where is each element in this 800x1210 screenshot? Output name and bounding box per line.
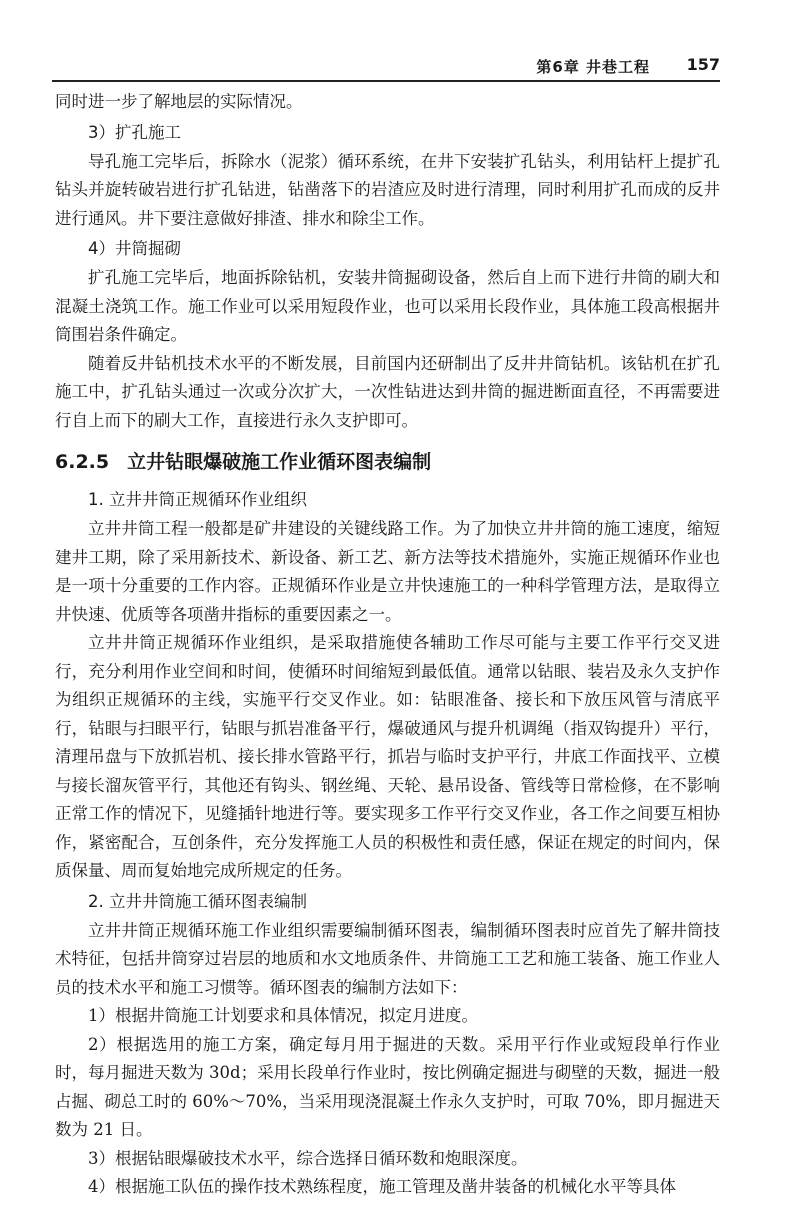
paragraph-organization-1: 立井井筒工程一般都是矿井建设的关键线路工作。为了加快立井井筒的施工速度，缩短建井工期，除了采用新技术、新设备、新工艺、新方法等技术措施外，实施正规循环作业也是一项十分重要的工作内容。正规循环作业是立井快速施工的一种科学管理方法，是取得立井快速、优质等各项凿井指标的重要因素之一。 (55, 519, 720, 624)
paragraph-raise-borer: 随着反井钻机技术水平的不断发展，目前国内还研制出了反井井筒钻机。该钻机在扩孔施工中，扩孔钻头通过一次或分次扩大，一次性钻进达到井筒的掘进断面直径，不再需要进行自上而下的刷大工作，直接进行永久支护即可。 (55, 353, 720, 430)
paragraph-organization-2: 立井井筒正规循环作业组织，是采取措施使各辅助工作尽可能与主要工作平行交叉进行，充分利用作业空间和时间，使循环时间缩短到最低值。通常以钻眼、装岩及永久支护作为组织正规循环的主线，实施平行交叉作业。如：钻眼准备、接长和下放压风管与清底平行，钻眼与扫眼平行，钻眼与抓岩准备平行，爆破通风与提升机调绳（指双钩提升）平行，清理吊盘与下放抓岩机、接长排水管路平行，抓岩与临时支护平行，井底工作面找平、立模与接长溜灰管平行，其他还有钩头、钢丝绳、天轮、悬吊设备、管线等日常检修，在不影响正常工作的情况下，见缝插针地进行等。要实现多工作平行交叉作业，各工作之间要互相协作，紧密配合，互创条件，充分发挥施工人员的积极性和责任感，保证在规定的时间内，保质保量、周而复始地完成所规定的任务。 (55, 633, 720, 880)
paragraph-lining: 扩孔施工完毕后，地面拆除钻机，安装井筒掘砌设备，然后自上而下进行井筒的刷大和混凝土浇筑工作。施工作业可以采用短段作业，也可以采用长段作业，具体施工段高根据井筒围岩条件确定。 (55, 268, 720, 344)
page-number: 157 (686, 55, 720, 74)
list-step-3: 3）根据钻眼爆破技术水平，综合选择日循环数和炮眼深度。 (88, 1148, 528, 1168)
page-body (55, 88, 720, 1202)
paragraph-cycle-chart: 立井井筒正规循环施工作业组织需要编制循环图表，编制循环图表时应首先了解井筒技术特征，包括井筒穿过岩层的地质和水文地质条件、井筒施工工艺和施工装备、施工作业人员的技术水平和施工习惯等。循环图表的编制方法如下： (55, 920, 720, 997)
section-number: 6.2.5 (55, 451, 110, 473)
subheading-organization: 1. 立井井筒正规循环作业组织 (88, 490, 307, 509)
paragraph-continuation: 同时进一步了解地层的实际情况。 (55, 92, 303, 111)
subheading-ream: 3）扩孔施工 (88, 122, 181, 142)
list-step-1: 1）根据井筒施工计划要求和具体情况，拟定月进度。 (88, 1006, 478, 1025)
list-step-2: 2）根据选用的施工方案，确定每月用于掘进的天数。采用平行作业或短段单行作业时，每月掘进天数为 30d；采用长段单行作业时，按比例确定掘进与砌壁的天数，掘进一般占掘、砌总工时的 60%～70%，当采用现浇混凝土作永久支护时，可取 70%，即月掘进天数为 21 日。 (55, 1034, 721, 1139)
subheading-lining: 4）井筒掘砌 (88, 239, 181, 258)
list-step-4: 4）根据施工队伍的操作技术熟练程度，施工管理及凿井装备的机械化水平等具体 (88, 1177, 676, 1196)
chapter-title: 第6章 井巷工程 (536, 58, 650, 76)
section-title: 立井钻眼爆破施工作业循环图表编制 (127, 451, 432, 473)
subheading-cycle-chart: 2. 立井井筒施工循环图表编制 (88, 891, 307, 911)
running-header (52, 44, 720, 82)
section-heading (55, 445, 720, 479)
paragraph-ream: 导孔施工完毕后，拆除水（泥浆）循环系统，在井下安装扩孔钻头，利用钻杆上提扩孔钻头并旋转破岩进行扩孔钻进，钻凿落下的岩渣应及时进行清理，同时利用扩孔而成的反井进行通风。井下要注意做好排渣、排水和除尘工作。 (55, 151, 720, 228)
